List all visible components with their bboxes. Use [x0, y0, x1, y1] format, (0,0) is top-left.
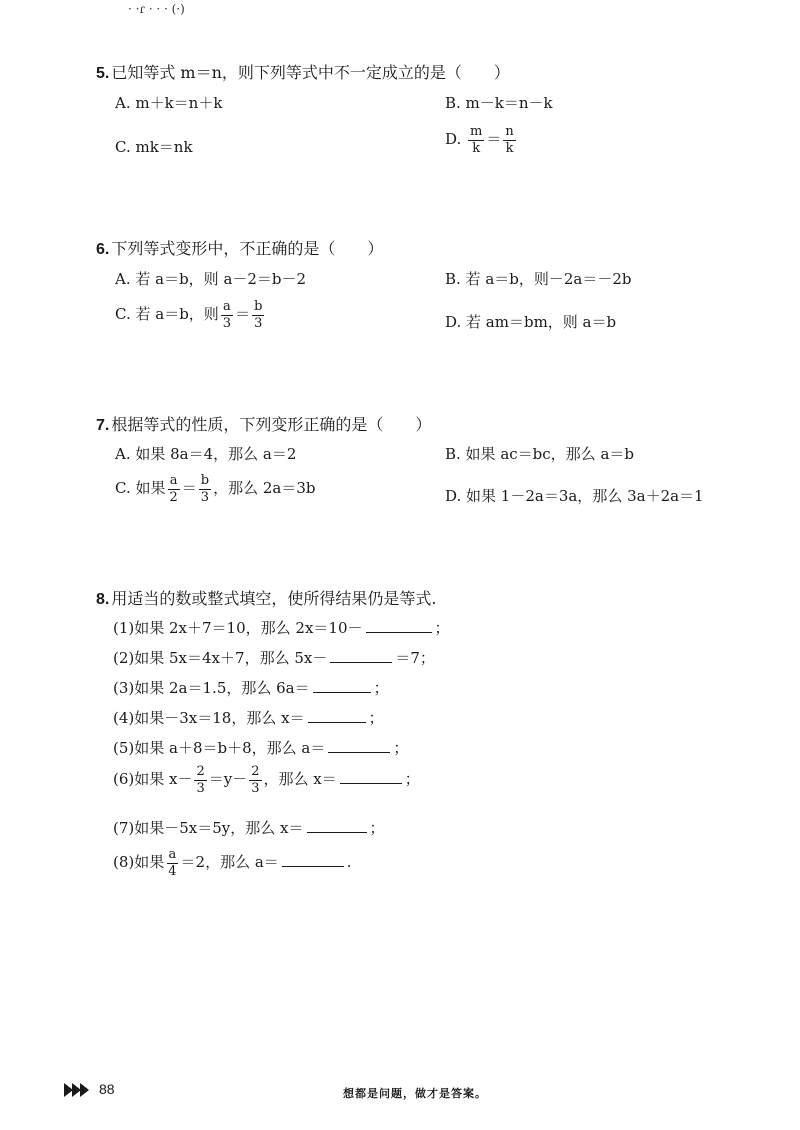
q5-option-d: D. $\frac{m}{k}$ ＝ $\frac{n}{k}$ [445, 124, 514, 156]
fraction: $\frac{b}{3}$ [254, 299, 263, 331]
question-6-stem: 6. 下列等式变形中，不正确的是（ ） [96, 239, 384, 258]
fraction: $\frac{a}{3}$ [222, 299, 232, 331]
answer-blank[interactable] [313, 680, 371, 693]
q7-option-a: A. 如果 8a＝4，那么 a＝2 [115, 445, 297, 463]
fraction: $\frac{m}{k}$ [470, 124, 483, 156]
top-fragment: · ·ɾ · · · (·) [128, 2, 185, 16]
q8-item-5: (5)如果 a＋8＝b＋8，那么 a＝ ； [113, 739, 409, 757]
question-7-stem: 7. 根据等式的性质，下列变形正确的是（ ） [96, 415, 432, 434]
q6-option-d: D. 若 am＝bm，则 a＝b [445, 313, 617, 331]
page-footer-left [64, 1080, 115, 1098]
question-5-stem: 5. 已知等式 m＝n，则下列等式中不一定成立的是（ ） [96, 63, 510, 82]
answer-blank[interactable] [328, 740, 390, 753]
fraction: $\frac{b}{3}$ [200, 473, 210, 505]
answer-blank[interactable] [282, 854, 344, 867]
q7-option-d: D. 如果 1－2a＝3a，那么 3a＋2a＝1 [445, 487, 704, 505]
question-8-stem: 8. 用适当的数或整式填空，使所得结果仍是等式. [96, 589, 437, 608]
q5-option-a: A. m＋k＝n＋k [115, 94, 223, 112]
q8-item-2: (2)如果 5x＝4x＋7，那么 5x－ ＝7； [113, 649, 435, 667]
answer-blank[interactable] [330, 650, 392, 663]
q5-option-c: C. mk＝nk [115, 138, 193, 156]
fraction: $\frac{2}{3}$ [251, 764, 260, 796]
answer-blank[interactable] [366, 620, 432, 633]
q6-option-a: A. 若 a＝b，则 a－2＝b－2 [115, 270, 307, 288]
q7-option-c: C. 如果 $\frac{a}{2}$ ＝ $\frac{b}{3}$ ，那么 2a＝3b [115, 473, 316, 505]
fraction: $\frac{2}{3}$ [196, 764, 205, 796]
fraction: $\frac{a}{4}$ [168, 847, 177, 879]
q8-item-3: (3)如果 2a＝1.5，那么 6a＝ ； [113, 679, 389, 697]
page-number: 88 [98, 1081, 115, 1097]
q8-item-4: (4)如果－3x＝18，那么 x＝ ； [113, 709, 384, 727]
double-arrow-icon [64, 1083, 94, 1097]
q6-option-b: B. 若 a＝b，则－2a＝－2b [445, 270, 632, 288]
q6-option-c: C. 若 a＝b，则 $\frac{a}{3}$ ＝ $\frac{b}{3}$ [115, 299, 263, 331]
footer-motto: 想都是问题，做才是答案。 [343, 1087, 487, 1100]
q8-item-1: (1)如果 2x＋7＝10，那么 2x＝10－ ； [113, 619, 450, 637]
answer-blank[interactable] [307, 820, 367, 833]
q7-option-b: B. 如果 ac＝bc，那么 a＝b [445, 445, 634, 463]
q5-option-b: B. m－k＝n－k [445, 94, 553, 112]
q8-item-6: (6)如果 x－ $\frac{2}{3}$ ＝y－ $\frac{2}{3}$ ，那么 x＝ ； [113, 764, 420, 796]
q8-item-7: (7)如果－5x＝5y，那么 x＝ ； [113, 819, 385, 837]
question-number: 8. [96, 591, 110, 608]
q8-item-8: (8)如果 $\frac{a}{4}$ ＝2，那么 a＝ . [113, 847, 352, 879]
question-number: 5. [96, 65, 110, 82]
answer-blank[interactable] [308, 710, 366, 723]
answer-blank[interactable] [340, 771, 402, 784]
question-number: 7. [96, 417, 110, 434]
question-number: 6. [96, 241, 110, 258]
fraction: $\frac{a}{2}$ [169, 473, 178, 505]
fraction: $\frac{n}{k}$ [505, 124, 514, 156]
